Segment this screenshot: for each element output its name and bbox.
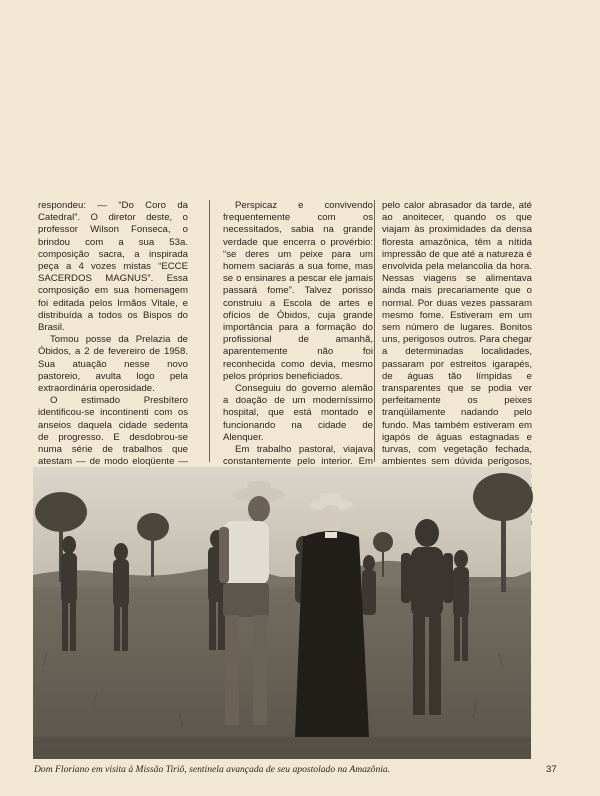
paragraph: pelo calor abrasador da tarde, até ao anoitecer, quando os que viajam às proximidades da densa floresta amazônica, têm a nítida impressão de que até a natureza é envolvida pela melancolia da hora. Nessas viagens se alimentava ainda mais precariamente que o normal. Por duas vezes passaram mesmo fome. Estiveram em um sem número de lugares. Bonitos uns, perigosos outros. Para chegar a determinadas localidades, passaram por estreitos igarapés, de águas tão límpidas e transparentes que se podia ver perfeitamente os peixes tranqüilamente nadando pelo fundo. Mas também estiveram em igapós de águas estagnadas e turvas, com vegetação fechada, ambientes sem dúvida perigosos,	[382, 200, 532, 468]
text-column-3	[382, 200, 532, 468]
paragraph: Tomou posse da Prelazia de Óbidos, a 2 de fevereiro de 1958. Sua atuação nesse novo pastoreio, avulta logo pela extraordinária operosidade.	[38, 334, 188, 395]
paragraph: O estimado Presbítero identificou-se incontinenti com os anseios daquela cidade sedenta de progresso. E desdobrou-se numa série de trabalhos que atestam — de modo eloqüente —	[38, 395, 188, 468]
page-number: 37	[546, 764, 557, 775]
column-divider	[374, 200, 375, 462]
text-column-2	[223, 200, 373, 468]
paragraph: Perspicaz e convivendo frequentemente com os necessitados, sabia na grande verdade que encerra o provérbio: “se deres um peixe para um homem saciarás a sua fome, mas se o ensinares a pescar ele jamais passará fome”. Talvez porisso construiu a Escola de artes e ofícios de Óbidos, cuja grande importância para a formação do profissional de amanhã, aparentemente não foi reconhecida como devia, mesmo pelos próprios beneficiados.	[223, 200, 373, 382]
column-divider	[209, 200, 210, 462]
text-column-1	[38, 200, 188, 468]
mission-photo	[33, 467, 531, 759]
paragraph: Em trabalho pastoral, viajava constantemente pelo interior. Em	[223, 444, 373, 468]
paragraph: respondeu: — “Do Coro da Catedral”. O diretor deste, o professor Wilson Fonseca, o brindou com a sua 53a. composição sacra, a inspirada peça a 4 vozes mistas “ECCE SACERDOS MAGNUS”. Essa composição em sua homenagem foi editada pelos Irmãos Vitale, e distribuída a todos os Bispos do Brasil.	[38, 200, 188, 334]
photo-caption: Dom Floriano em visita à Missão Tiriô, sentinela avançada de seu apostolado na Amazônia.	[34, 764, 391, 775]
paragraph: Conseguiu do governo alemão a doação de um moderníssimo hospital, que está montado e funcionando na cidade de Alenquer.	[223, 383, 373, 443]
